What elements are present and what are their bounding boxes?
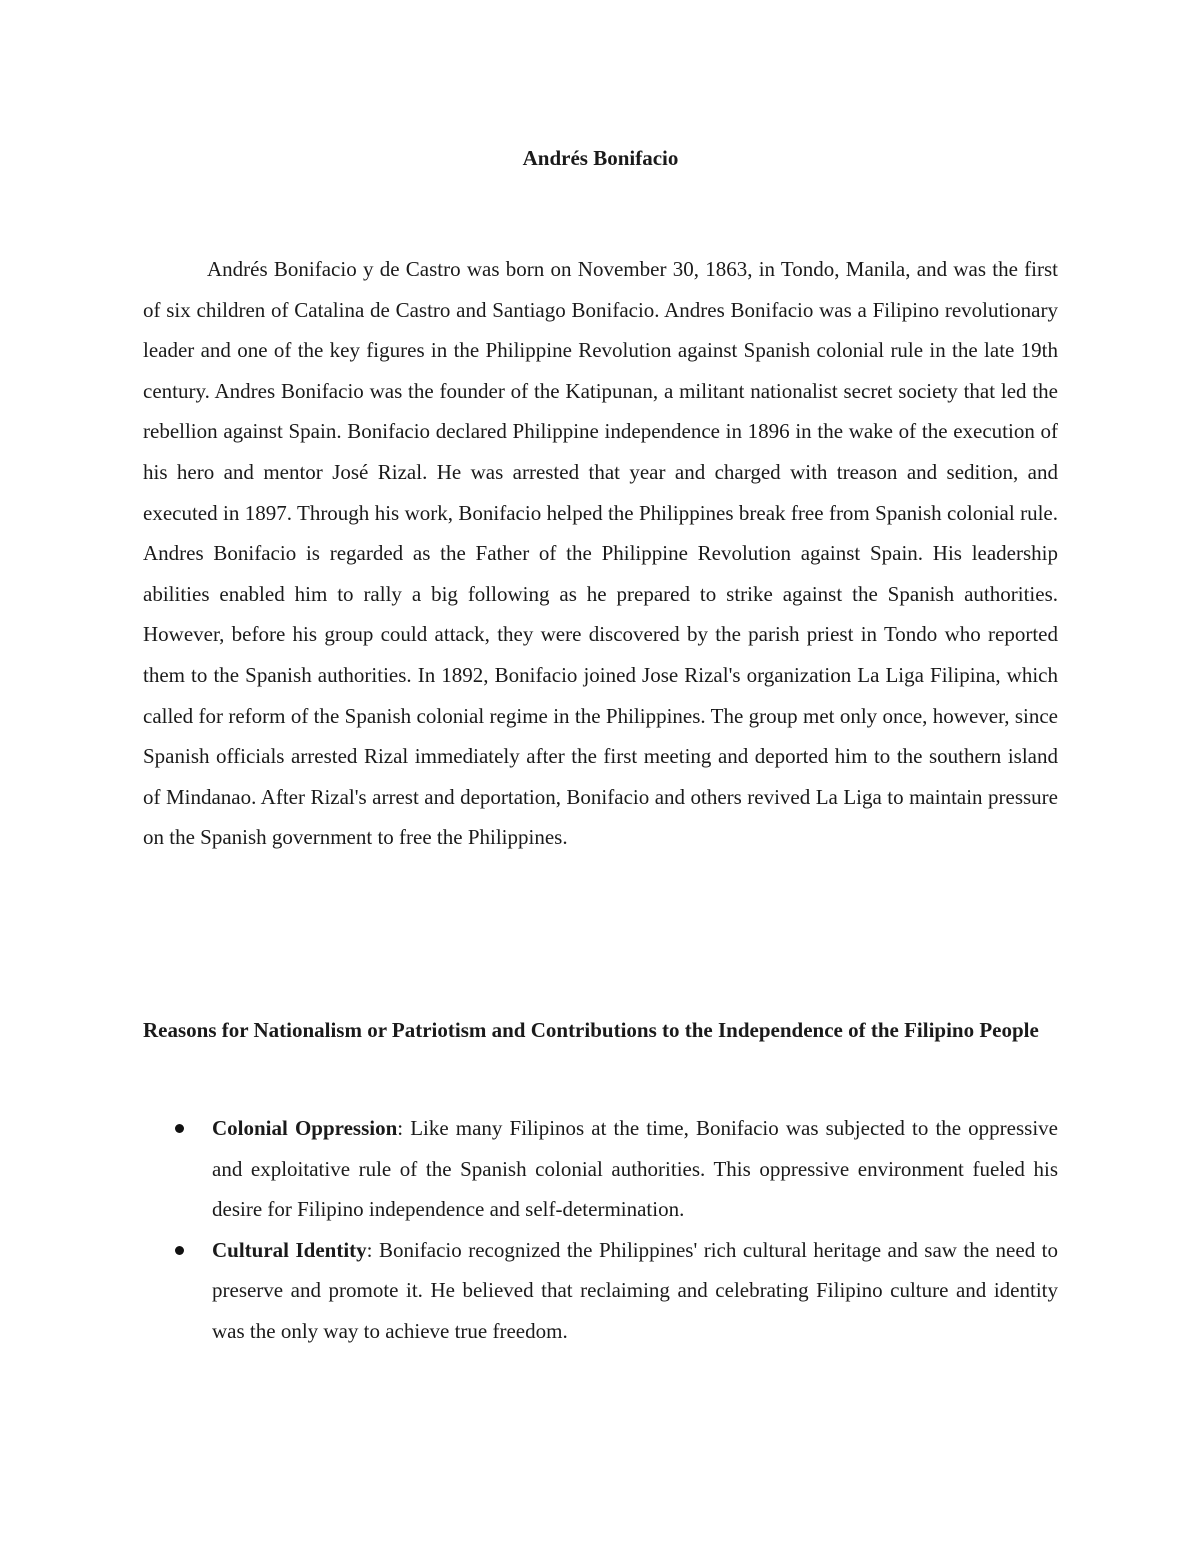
list-item-colonial-oppression [143, 1108, 1058, 1230]
reason-text: : Bonifacio recognized the Philippines' rich cultural heritage and saw the need to preserve and promote it. He believed that reclaiming and celebrating Filipino culture and identity was the only way to achieve true freedom. [212, 1237, 1058, 1343]
bullet-icon [175, 1246, 184, 1255]
document-title: Andrés Bonifacio [522, 146, 679, 170]
reasons-list [143, 1108, 1058, 1351]
reason-term: Colonial Oppression [212, 1116, 398, 1140]
reason-text: : Like many Filipinos at the time, Bonifacio was subjected to the oppressive and exploitative rule of the Spanish colonial authorities. This oppressive environment fueled his desire for Filipino independence and self-determination. [212, 1116, 1058, 1221]
list-item-cultural-identity [143, 1230, 1058, 1352]
reason-term: Cultural Identity [212, 1237, 367, 1262]
section-heading: Reasons for Nationalism or Patriotism and Contributions to the Independence of the Filipino People [143, 1018, 1039, 1042]
bullet-icon [175, 1124, 184, 1133]
biography-paragraph: Andrés Bonifacio y de Castro was born on November 30, 1863, in Tondo, Manila, and was the first of six children of Catalina de Castro and Santiago Bonifacio. Andres Bonifacio was a Filipino revolutionary leader and one of the key figures in the Philippine Revolution against Spanish colonial rule in the late 19th century. Andres Bonifacio was the founder of the Katipunan, a militant nationalist secret society that led the rebellion against Spain. Bonifacio declared Philippine independence in 1896 in the wake of the execution of his hero and mentor José Rizal. He was arrested that year and charged with treason and sedition, and executed in 1897. Through his work, Bonifacio helped the Philippines break free from Spanish colonial rule. Andres Bonifacio is regarded as the Father of the Philippine Revolution against Spain. His leadership abilities enabled him to rally a big following as he prepared to strike against the Spanish authorities. However, before his group could attack, they were discovered by the parish priest in Tondo who reported them to the Spanish authorities. In 1892, Bonifacio joined Jose Rizal's organization La Liga Filipina, which called for reform of the Spanish colonial regime in the Philippines. The group met only once, however, since Spanish officials arrested Rizal immediately after the first meeting and deported him to the southern island of Mindanao. After Rizal's arrest and deportation, Bonifacio and others revived La Liga to maintain pressure on the Spanish government to free the Philippines. [143, 257, 1058, 850]
